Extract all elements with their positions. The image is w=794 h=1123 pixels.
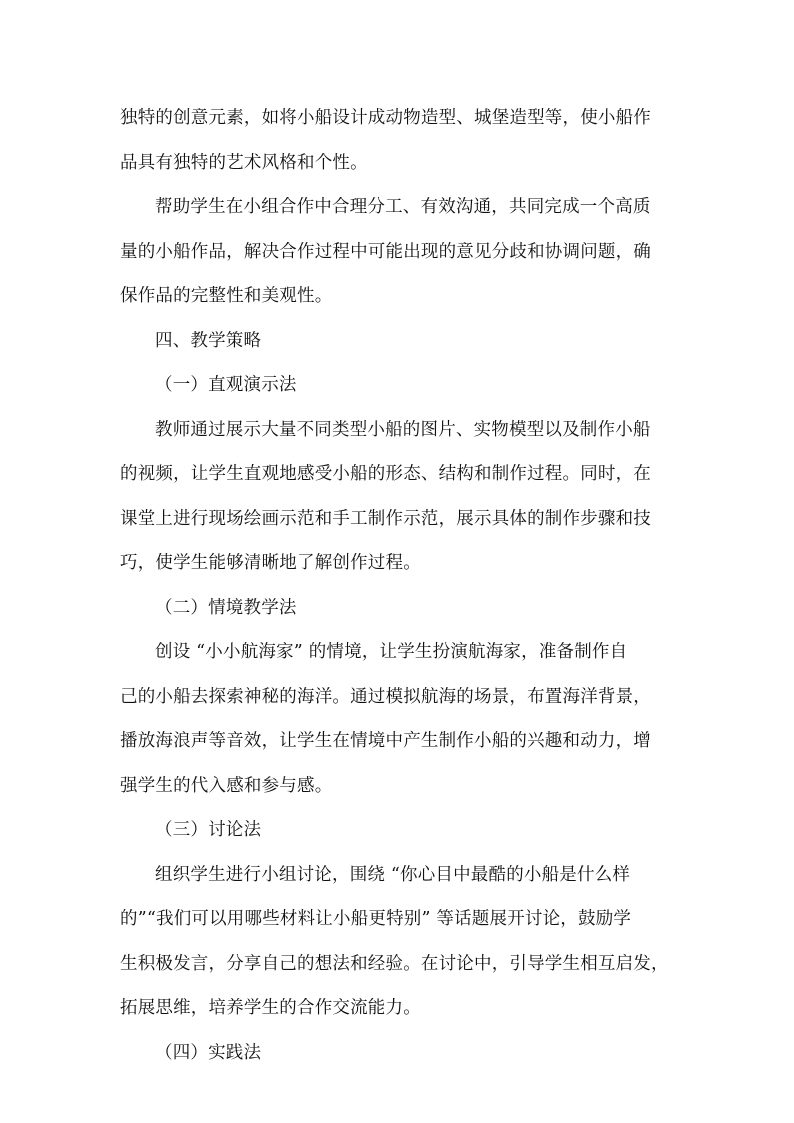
document-body — [120, 96, 680, 1075]
paragraph-line: 己的小船去探索神秘的海洋。通过模拟航海的场景，布置海洋背景， — [120, 686, 651, 707]
paragraph-line: 独特的创意元素，如将小船设计成动物造型、城堡造型等，使小船作 — [120, 108, 651, 128]
paragraph-line: 保作品的完整性和美观性。 — [120, 286, 333, 306]
subsection-heading: （三）讨论法 — [155, 820, 262, 840]
paragraph-line: 拓展思维，培养学生的合作交流能力。 — [120, 998, 421, 1018]
paragraph-line: 课堂上进行现场绘画示范和手工制作示范，展示具体的制作步骤和技 — [120, 508, 651, 529]
paragraph-line: 强学生的代入感和参与感。 — [120, 775, 333, 796]
paragraph-line: 巧，使学生能够清晰地了解创作过程。 — [120, 553, 421, 573]
paragraph-line: 的”“我们可以用哪些材料让小船更特别” 等话题展开讨论，鼓励学 — [120, 909, 632, 929]
section-heading: 四、教学策略 — [155, 330, 262, 351]
paragraph-line: 量的小船作品，解决合作过程中可能出现的意见分歧和协调问题，确 — [120, 241, 651, 262]
paragraph-line: 帮助学生在小组合作中合理分工、有效沟通，共同完成一个高质 — [155, 197, 651, 217]
paragraph-line: 教师通过展示大量不同类型小船的图片、实物模型以及制作小船 — [155, 419, 651, 440]
paragraph-line: 品具有独特的艺术风格和个性。 — [120, 152, 368, 173]
subsection-heading: （一）直观演示法 — [155, 375, 297, 395]
paragraph-line: 组织学生进行小组讨论，围绕 “你心目中最酷的小船是什么样 — [155, 864, 631, 885]
paragraph-line: 创设 “小小航海家” 的情境，让学生扮演航海家，准备制作自 — [155, 642, 628, 662]
subsection-heading: （四）实践法 — [155, 1042, 262, 1063]
paragraph-line: 生积极发言，分享自己的想法和经验。在讨论中，引导学生相互启发， — [120, 953, 669, 974]
paragraph-line: 播放海浪声等音效，让学生在情境中产生制作小船的兴趣和动力，增 — [120, 731, 651, 751]
subsection-heading: （二）情境教学法 — [155, 597, 297, 618]
paragraph-line: 的视频，让学生直观地感受小船的形态、结构和制作过程。同时，在 — [120, 464, 651, 484]
